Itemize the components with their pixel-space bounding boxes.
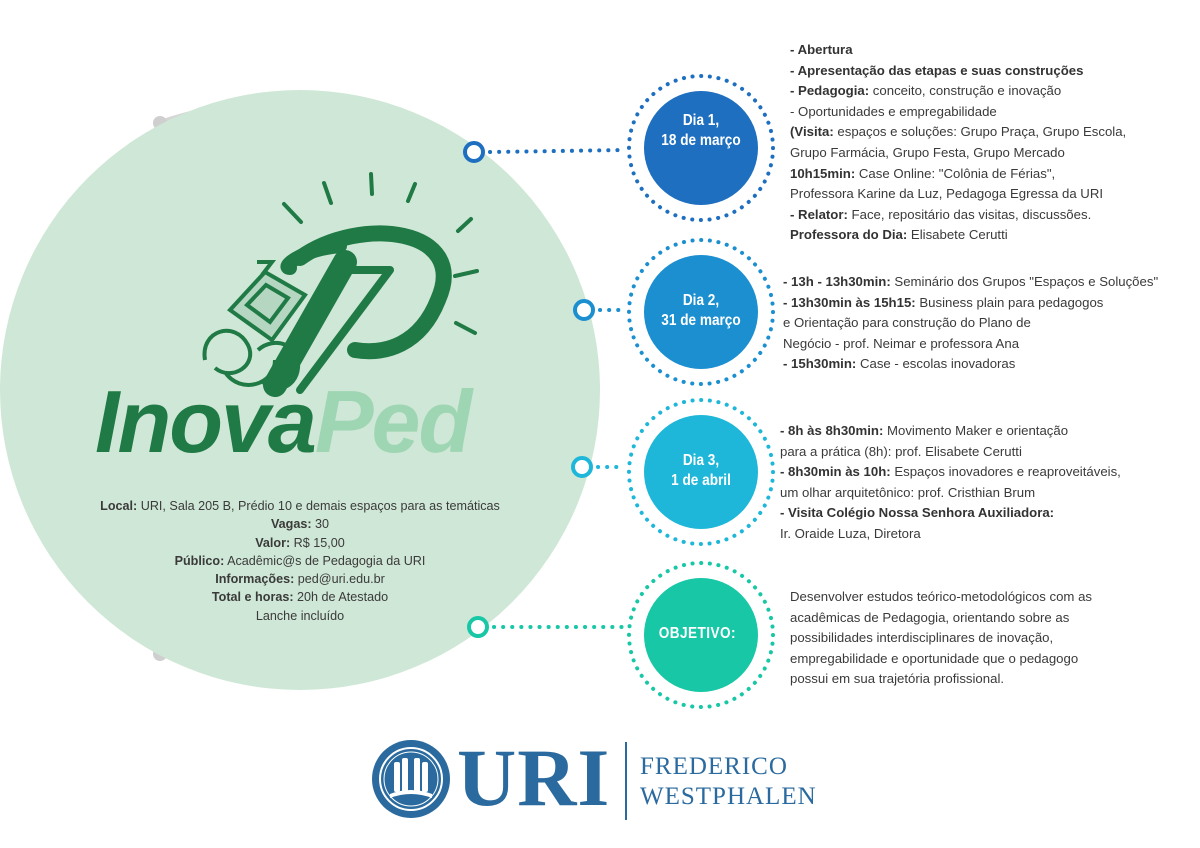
day2-title: Dia 2, 31 de março bbox=[661, 292, 741, 329]
schedule-line: - 13h30min às 15h15: Business plain para pedagogos bbox=[783, 294, 1104, 310]
schedule-line: - Abertura bbox=[790, 42, 853, 57]
objective-line: acadêmicas de Pedagogia, orientando sobre as bbox=[790, 609, 1070, 625]
info-valor: Valor: R$ 15,00 bbox=[255, 535, 345, 550]
info-publico: Público: Acadêmic@s de Pedagogia da URI bbox=[174, 553, 426, 568]
objective-title: OBJETIVO: bbox=[658, 625, 736, 642]
info-vagas: Vagas: 30 bbox=[270, 517, 330, 532]
schedule-line: Grupo Farmácia, Grupo Festa, Grupo Mercado bbox=[790, 144, 1065, 160]
schedule-line: - 8h30min às 10h: Espaços inovadores e reaproveitáveis, bbox=[780, 464, 1121, 480]
schedule-line: - Relator: Face, repositário das visitas, discussões. bbox=[790, 206, 1092, 222]
schedule-line: e Orientação para construção do Plano de bbox=[783, 315, 1031, 331]
schedule-line: Negócio - prof. Neimar e professora Ana bbox=[783, 335, 1020, 351]
schedule-line: - Apresentação das etapas e suas construções bbox=[790, 62, 1084, 78]
inovaped-wordmark bbox=[95, 372, 470, 472]
objective-text bbox=[790, 587, 1092, 690]
wordmark-ped: Ped bbox=[314, 372, 471, 471]
info-total-horas: Total e horas: 20h de Atestado bbox=[211, 590, 389, 605]
objective-line: empregabilidade e oportunidade que o pedagogo bbox=[790, 650, 1079, 666]
schedule-line: - 13h - 13h30min: Seminário dos Grupos "Espaços e Soluções" bbox=[783, 274, 1159, 289]
schedule-line: - Oportunidades e empregabilidade bbox=[790, 103, 997, 119]
schedule-line: Ir. Oraide Luza, Diretora bbox=[780, 525, 921, 541]
objective-line: possibilidades interdisciplinares de inovação, bbox=[790, 630, 1054, 646]
objective-line: possui em sua trajetória profissional. bbox=[790, 671, 1005, 687]
objective-line: Desenvolver estudos teórico-metodológicos com as bbox=[790, 589, 1092, 604]
schedule-line: - 8h às 8h30min: Movimento Maker e orientação bbox=[780, 423, 1069, 438]
day1-schedule bbox=[790, 40, 1126, 246]
connector-dots-1 bbox=[490, 150, 625, 152]
day3-schedule bbox=[780, 421, 1121, 545]
schedule-line: Professora Karine da Luz, Pedagoga Egressa da URI bbox=[790, 186, 1104, 202]
schedule-line: - Visita Colégio Nossa Senhora Auxiliadora: bbox=[780, 505, 1055, 521]
schedule-line: - Pedagogia: conceito, construção e inovação bbox=[790, 83, 1062, 99]
wordmark-inova: Inova bbox=[95, 372, 315, 471]
connector-ring-2 bbox=[575, 301, 593, 319]
info-lanche: Lanche incluído bbox=[255, 608, 345, 623]
day3-title: Dia 3, 1 de abril bbox=[671, 452, 731, 489]
connector-ring-3 bbox=[573, 458, 591, 476]
day1-title: Dia 1, 18 de março bbox=[661, 112, 741, 149]
brand-divider bbox=[625, 742, 627, 820]
info-informacoes: Informações: ped@uri.edu.br bbox=[215, 572, 385, 587]
schedule-line: 10h15min: Case Online: "Colônia de Férias", bbox=[790, 165, 1056, 181]
day2-schedule bbox=[783, 272, 1158, 375]
brand-city-line1: FREDERICO bbox=[640, 753, 788, 780]
schedule-line: um olhar arquitetônico: prof. Cristhian Brum bbox=[780, 484, 1036, 500]
uri-wordmark: URI bbox=[457, 732, 611, 823]
brand-city-line2: WESTPHALEN bbox=[640, 783, 817, 810]
event-info bbox=[70, 497, 530, 625]
connector-ring-1 bbox=[465, 143, 483, 161]
schedule-line: - 15h30min: Case - escolas inovadoras bbox=[783, 356, 1016, 372]
uri-emblem-icon bbox=[370, 738, 452, 820]
schedule-line: (Visita: espaços e soluções: Grupo Praça, Grupo Escola, bbox=[790, 124, 1127, 140]
info-local: Local: URI, Sala 205 B, Prédio 10 e demais espaços para as temáticas bbox=[100, 499, 500, 513]
schedule-line: Professora do Dia: Elisabete Cerutti bbox=[790, 227, 1008, 243]
schedule-line: para a prática (8h): prof. Elisabete Cerutti bbox=[780, 443, 1022, 459]
